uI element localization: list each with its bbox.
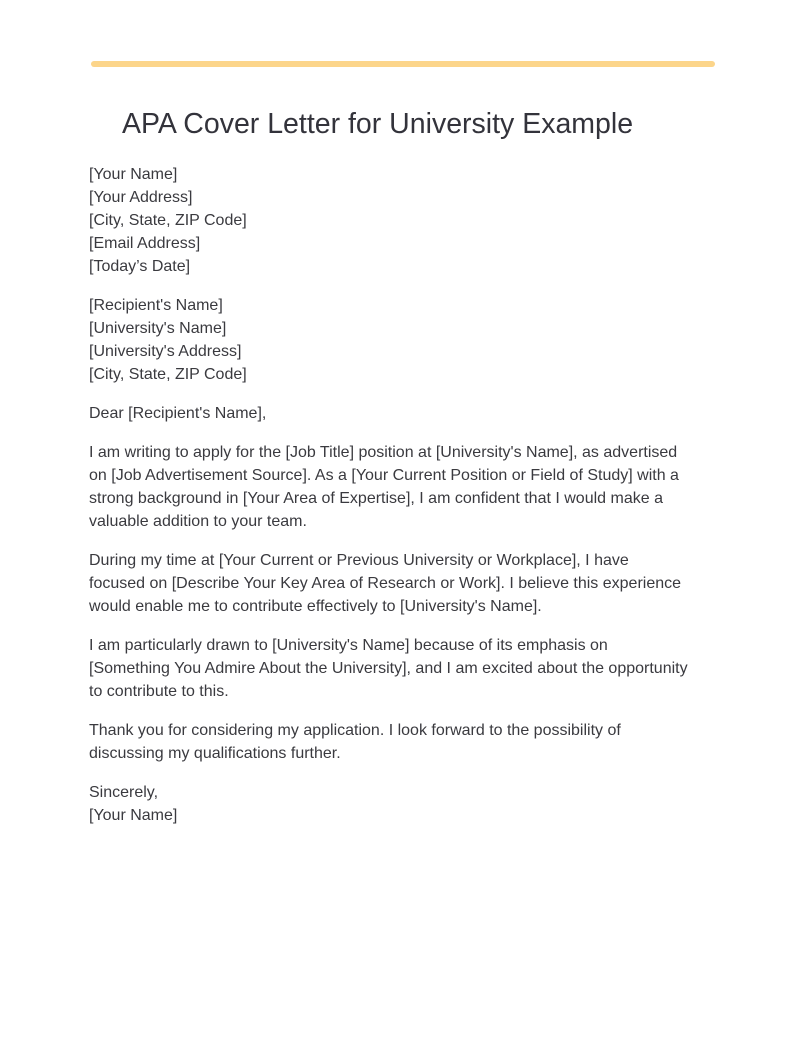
sender-city-state-zip: [City, State, ZIP Code] [89,212,247,229]
letter-date: [Today’s Date] [89,258,191,275]
sender-address: [Your Address] [89,189,193,206]
body-paragraph: I am particularly drawn to [University's Name] because of its emphasis on [Something You Admire About the University], and I am excited about the opportunity to contribute to this. [89,637,688,700]
body-paragraph: I am writing to apply for the [Job Title] position at [University's Name], as advertised on [Job Advertisement Source]. As a [Your Current Position or Field of Study] with a strong background in [Your Area of Expertise], I am confident that I would make a valuable addition to your team. [89,444,679,530]
recipient-address: [University's Address] [89,343,242,360]
closing-block [89,781,689,827]
recipient-city-state-zip: [City, State, ZIP Code] [89,366,247,383]
sender-email: [Email Address] [89,235,201,252]
letter-body [89,163,689,843]
sender-block [89,163,689,278]
body-paragraph: During my time at [Your Current or Previous University or Workplace], I have focused on [Describe Your Key Area of Research or Work]. I believe this experience would enable me to contribute effectively to [University's Name]. [89,552,682,615]
recipient-university: [University's Name] [89,320,227,337]
sender-name: [Your Name] [89,166,178,183]
body-paragraph: Thank you for considering my application. I look forward to the possibility of discussing my qualifications further. [89,722,621,762]
accent-bar [91,61,715,67]
page-title: APA Cover Letter for University Example [122,108,634,140]
recipient-block [89,294,689,386]
recipient-name: [Recipient's Name] [89,297,223,314]
salutation: Dear [Recipient's Name], [89,405,267,422]
signature: [Your Name] [89,807,178,824]
valediction: Sincerely, [89,784,159,801]
